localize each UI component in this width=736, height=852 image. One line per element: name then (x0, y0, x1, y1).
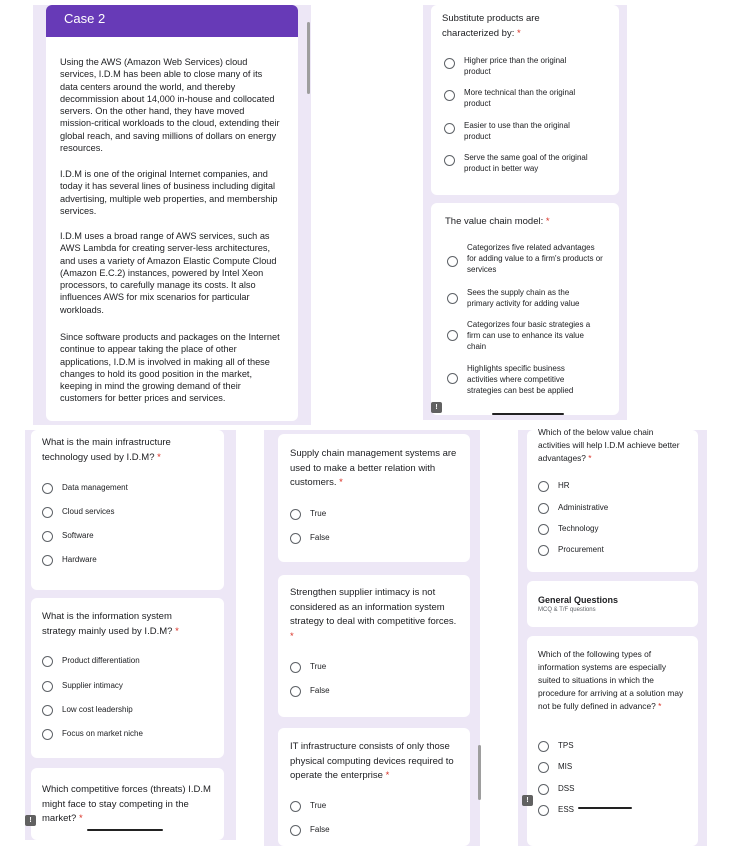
radio-button[interactable] (290, 801, 301, 812)
radio-button[interactable] (538, 481, 549, 492)
radio-button[interactable] (290, 662, 301, 673)
option-ess[interactable]: ESS (538, 802, 574, 816)
radio-button[interactable] (42, 555, 53, 566)
option-four-strategies[interactable]: Categorizes four basic strategies a firm can use to enhance its value chain (447, 319, 612, 352)
home-indicator (578, 807, 632, 809)
case-header (46, 5, 298, 37)
question-title: Which of the below value chain activities will help I.D.M achieve better advantages? * (538, 427, 680, 463)
option-administrative[interactable]: Administrative (538, 500, 608, 514)
section-title: General Questions (538, 595, 619, 605)
radio-button[interactable] (42, 729, 53, 740)
option-tps[interactable]: TPS (538, 738, 574, 752)
option-data-management[interactable]: Data management (42, 480, 128, 494)
question-title: The value chain model: * (445, 216, 550, 227)
case-paragraph: Since software products and packages on the Internet continue to appear taking the place of other applications, I.D.M is involved in making all of these changes to hold its good position in the market, keeping in mind the growing demand of their customers for better prices and services. (60, 332, 280, 404)
option-procurement[interactable]: Procurement (538, 542, 604, 556)
radio-button[interactable] (42, 531, 53, 542)
radio-button[interactable] (444, 123, 455, 134)
option-same-goal[interactable]: Serve the same goal of the original product in better way (444, 152, 614, 174)
radio-button[interactable] (447, 373, 458, 384)
question-title: What is the information system strategy mainly used by I.D.M? * (42, 611, 179, 637)
case-paragraph: I.D.M uses a broad range of AWS services, such as AWS Lambda for creating server-less architectures, and uses a variety of Amazon Elastic Compute Cloud (Amazon E.C.2) instances, powered by Intel Xeon processors, to carefully manage its costs. It also influences AWS for mix scenarios for particular workloads. (60, 231, 277, 315)
option-focus-niche[interactable]: Focus on market niche (42, 726, 143, 740)
radio-button[interactable] (538, 741, 549, 752)
option-software[interactable]: Software (42, 528, 94, 542)
home-indicator (87, 829, 163, 831)
question-title: Substitute products are characterized by: * (442, 13, 540, 39)
option-higher-price[interactable]: Higher price than the original product (444, 55, 614, 77)
option-more-technical[interactable]: More technical than the original product (444, 87, 614, 109)
question-title: What is the main infrastructure technology used by I.D.M? * (42, 437, 171, 463)
option-false[interactable]: False (290, 530, 330, 544)
option-business-activities[interactable]: Highlights specific business activities where competitive strategies can best be applied (447, 363, 612, 396)
radio-button[interactable] (444, 155, 455, 166)
option-mis[interactable]: MIS (538, 759, 572, 773)
home-indicator (492, 413, 564, 415)
radio-button[interactable] (42, 681, 53, 692)
option-true[interactable]: True (290, 798, 326, 812)
question-title: Which of the following types of information systems are especially suited to situations in which the procedure for arriving at a solution may not be fully defined in advance? * (538, 649, 684, 711)
case-paragraph: I.D.M is one of the original Internet companies, and today it has several lines of business including digital advertising, multiple web properties, and membership services. (60, 169, 278, 216)
option-supply-chain[interactable]: Sees the supply chain as the primary activity for adding value (447, 287, 612, 309)
radio-button[interactable] (538, 524, 549, 535)
radio-button[interactable] (42, 705, 53, 716)
question-title: IT infrastructure consists of only those physical computing devices required to operate the enterprise * (290, 741, 454, 781)
option-five-advantages[interactable]: Categorizes five related advantages for adding value to a firm's products or services (447, 242, 612, 275)
radio-button[interactable] (290, 533, 301, 544)
radio-button[interactable] (447, 330, 458, 341)
radio-button[interactable] (538, 784, 549, 795)
option-false[interactable]: False (290, 683, 330, 697)
option-technology[interactable]: Technology (538, 521, 598, 535)
question-title: Which competitive forces (threats) I.D.M might face to stay competing in the market? * (42, 784, 211, 824)
panel-scrollbar[interactable] (478, 745, 481, 800)
radio-button[interactable] (444, 90, 455, 101)
radio-button[interactable] (290, 509, 301, 520)
radio-button[interactable] (538, 545, 549, 556)
radio-button[interactable] (290, 825, 301, 836)
option-hardware[interactable]: Hardware (42, 552, 97, 566)
option-true[interactable]: True (290, 659, 326, 673)
option-dss[interactable]: DSS (538, 781, 574, 795)
case-scrollbar[interactable] (307, 22, 310, 94)
option-low-cost-leadership[interactable]: Low cost leadership (42, 702, 133, 716)
option-easier-to-use[interactable]: Easier to use than the original product (444, 120, 614, 142)
radio-button[interactable] (538, 805, 549, 816)
case-paragraph: Using the AWS (Amazon Web Services) cloud services, I.D.M has been able to close many of its data centers around the world, and thereby decommission about 14,000 in-house and collocated servers. On the other hand, they have moved mission-critical workloads to the cloud, extending their global reach, and saving millions of dollars on energy resources. (60, 57, 280, 154)
question-title: Strengthen supplier intimacy is not considered as an information system strategy to deal with competitive forces. * (290, 587, 457, 642)
radio-button[interactable] (42, 656, 53, 667)
option-false[interactable]: False (290, 822, 330, 836)
case-title: Case 2 (64, 11, 106, 26)
option-hr[interactable]: HR (538, 478, 570, 492)
radio-button[interactable] (538, 503, 549, 514)
option-true[interactable]: True (290, 506, 326, 520)
option-supplier-intimacy[interactable]: Supplier intimacy (42, 678, 123, 692)
option-product-differentiation[interactable]: Product differentiation (42, 653, 140, 667)
radio-button[interactable] (538, 762, 549, 773)
question-title: Supply chain management systems are used to make a better relation with customers. * (290, 448, 457, 488)
radio-button[interactable] (42, 507, 53, 518)
radio-button[interactable] (444, 58, 455, 69)
radio-button[interactable] (447, 256, 458, 267)
radio-button[interactable] (290, 686, 301, 697)
radio-button[interactable] (447, 293, 458, 304)
option-cloud-services[interactable]: Cloud services (42, 504, 114, 518)
feedback-icon[interactable]: ! (25, 815, 36, 826)
feedback-icon[interactable]: ! (431, 402, 442, 413)
section-subtitle: MCQ & T/F questions (538, 607, 596, 613)
feedback-icon[interactable]: ! (522, 795, 533, 806)
radio-button[interactable] (42, 483, 53, 494)
